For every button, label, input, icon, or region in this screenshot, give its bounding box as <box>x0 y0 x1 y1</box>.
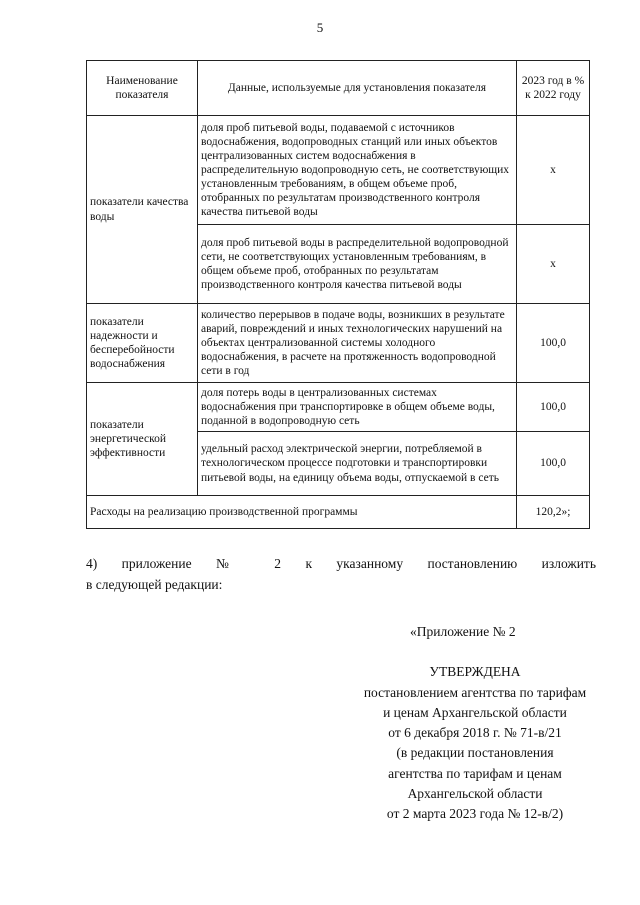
row-data: количество перерывов в подаче воды, возникших в результате аварий, повреждений и иных технологических нарушений на объектах централизованной системы холодного водоснабжения, в расчете на протяженность водопроводной сети в год <box>198 304 517 383</box>
table-header-row <box>87 61 590 116</box>
table-row <box>87 116 590 225</box>
group-name-energy-efficiency: показатели энергетической эффективности <box>87 383 198 496</box>
header-percent-value: 2023 год в % к 2022 году <box>517 61 590 116</box>
row-value: 100,0 <box>517 383 590 432</box>
approval-line: агентства по тарифам и ценам <box>388 765 562 781</box>
row-value: 100,0 <box>517 304 590 383</box>
row-data: удельный расход электрической энергии, потребляемой в технологическом процессе подготовки и транспортировки питьевой воды, на единицу объема воды, отпускаемой в сеть <box>198 432 517 496</box>
group-name-water-quality: показатели качества воды <box>87 116 198 304</box>
approval-line: от 6 декабря 2018 г. № 71-в/21 <box>388 725 562 740</box>
paragraph-line-1: 4) приложение № 2 к указанному постановлению изложить <box>86 556 596 571</box>
footer-label: Расходы на реализацию производственной программы <box>87 496 517 529</box>
approval-line: (в редакции постановления <box>396 745 554 761</box>
row-data: доля потерь воды в централизованных системах водоснабжения при транспортировке в общем объеме воды, поданной в водопроводную сеть <box>198 383 517 432</box>
header-data-used: Данные, используемые для установления показателя <box>198 61 517 116</box>
indicators-table <box>86 60 590 529</box>
header-indicator-name: Наименование показателя <box>87 61 198 116</box>
row-value: х <box>517 116 590 225</box>
page-number: 5 <box>316 20 324 35</box>
appendix-block <box>330 622 620 824</box>
group-name-reliability: показатели надежности и бесперебойности водоснабжения <box>87 304 198 383</box>
paragraph-line-2: в следующей редакции: <box>86 577 223 592</box>
row-value: 100,0 <box>517 432 590 496</box>
row-data: доля проб питьевой воды в распределительной водопроводной сети, не соответствующих установленным требованиям, в общем объеме проб, отобранных по результатам производственного контроля качества питьевой воды <box>198 225 517 304</box>
footer-value: 120,2»; <box>517 496 590 529</box>
table-footer-row <box>87 496 590 529</box>
table-row <box>87 383 590 432</box>
row-data: доля проб питьевой воды, подаваемой с источников водоснабжения, водопроводных станций или иных объектов централизованных систем водоснабжения в распределительную водопроводную сеть, не соответствующих установленным требованиям, в общем объеме проб, отобранных по результатам производственного контроля качества питьевой воды <box>198 116 517 225</box>
row-value: х <box>517 225 590 304</box>
approval-line: постановлением агентства по тарифам <box>363 684 587 700</box>
appendix-title: «Приложение № 2 <box>410 624 516 639</box>
approved-label: УТВЕРЖДЕНА <box>429 664 521 680</box>
approval-line: и ценам Архангельской области <box>383 704 567 720</box>
table-row <box>87 304 590 383</box>
approval-line: Архангельской области <box>407 785 543 801</box>
approval-line: от 2 марта 2023 года № 12-в/2) <box>386 806 564 821</box>
